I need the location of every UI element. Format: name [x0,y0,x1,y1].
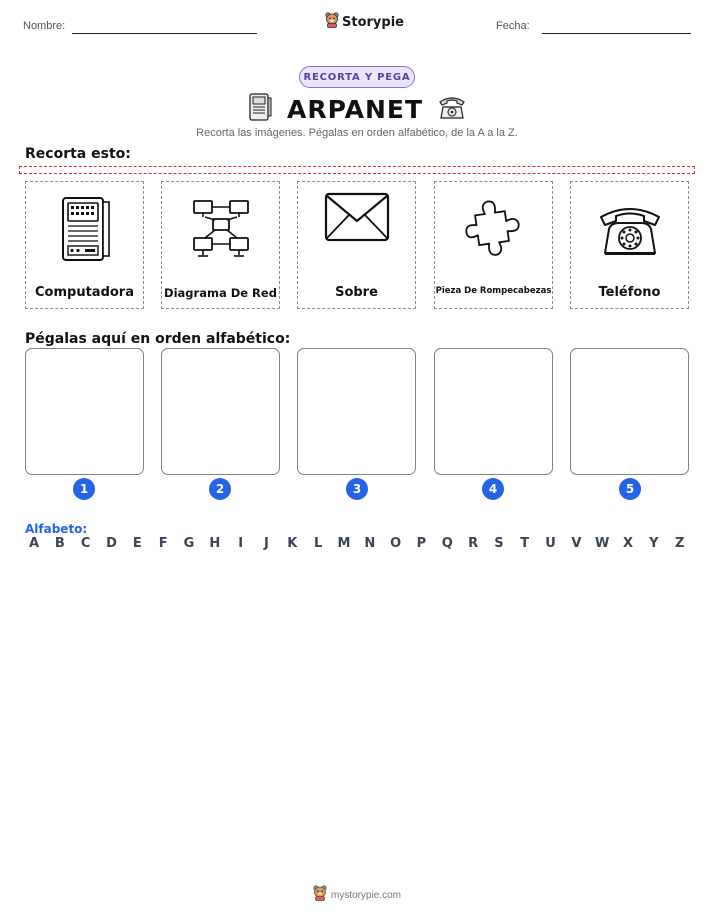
alphabet-letter: Z [674,536,685,551]
slot-number-3: 3 [346,478,368,500]
alphabet-letter: Y [649,536,659,551]
alphabet-letter: E [132,536,142,551]
puzzle-piece-icon [463,195,525,267]
alphabet-heading: Alfabeto: [25,522,88,536]
name-label: Nombre: [23,20,66,32]
alphabet-letter: D [106,536,117,551]
cut-card-telefono[interactable] [570,181,689,309]
card-label: Diagrama De Red [164,286,277,300]
footer-url: mystorypie.com [330,889,401,901]
envelope-icon [324,192,390,246]
alphabet-letter: S [494,536,504,551]
cut-heading: Recorta esto: [25,146,131,162]
cut-card-pieza-de-rompecabezas[interactable] [434,181,553,309]
alphabet-letter: H [209,536,221,551]
alphabet-letter: U [545,536,556,551]
cut-card-computadora[interactable] [25,181,144,309]
footer [0,885,714,905]
card-label: Pieza De Rompecabezas [435,286,552,296]
title-row [0,92,714,126]
computer-icon [247,92,273,126]
alphabet-letter: G [183,536,195,551]
alphabet-letter: C [80,536,91,551]
activity-tag: RECORTA Y PEGA [299,66,415,88]
paste-slot-1[interactable] [25,348,144,475]
card-label: Computadora [35,285,134,300]
telephone-icon [437,94,467,124]
alphabet-letter: X [623,536,634,551]
bear-mascot-icon [325,12,339,32]
alphabet-letter: M [337,536,351,551]
slot-number-2: 2 [209,478,231,500]
network-diagram-icon [191,198,251,264]
paste-heading: Pégalas aquí en orden alfabético: [25,331,291,347]
paste-slot-4[interactable] [434,348,553,475]
alphabet-letter: N [364,536,376,551]
date-label: Fecha: [496,20,530,32]
alphabet-letter: Q [441,536,453,551]
slot-number-4: 4 [482,478,504,500]
cut-card-sobre[interactable] [297,181,416,309]
alphabet-letter: O [390,536,402,551]
alphabet-letter: R [468,536,479,551]
alphabet-letter: B [54,536,65,551]
alphabet-letter: F [158,536,168,551]
paste-slot-5[interactable] [570,348,689,475]
alphabet-letter: J [264,536,269,551]
alphabet-letter: A [28,536,40,551]
alphabet-letter: W [595,536,610,551]
cut-dashed-line [19,166,695,174]
telephone-icon [595,199,665,263]
bear-mascot-icon [313,885,327,905]
alphabet-letter: V [571,536,582,551]
paste-slot-3[interactable] [297,348,416,475]
alphabet-letter: L [313,536,323,551]
computer-icon [57,194,113,268]
slot-number-1: 1 [73,478,95,500]
brand-logo [325,12,404,32]
date-field-line[interactable] [542,33,691,34]
alphabet-letter: K [287,536,298,551]
card-label: Sobre [335,285,378,300]
alphabet-letter: P [416,536,427,551]
name-field-line[interactable] [72,33,257,34]
instructions: Recorta las imágenes. Pégalas en orden alfabético, de la A a la Z. [196,127,518,139]
page-title: ARPANET [286,94,424,124]
slot-number-5: 5 [619,478,641,500]
alphabet-letter: T [520,536,530,551]
card-label: Teléfono [598,285,661,300]
paste-slot-2[interactable] [161,348,280,475]
alphabet-row [25,536,689,551]
cut-card-diagrama-de-red[interactable] [161,181,280,309]
alphabet-letter: I [238,536,244,551]
brand-name: Storypie [342,14,404,30]
